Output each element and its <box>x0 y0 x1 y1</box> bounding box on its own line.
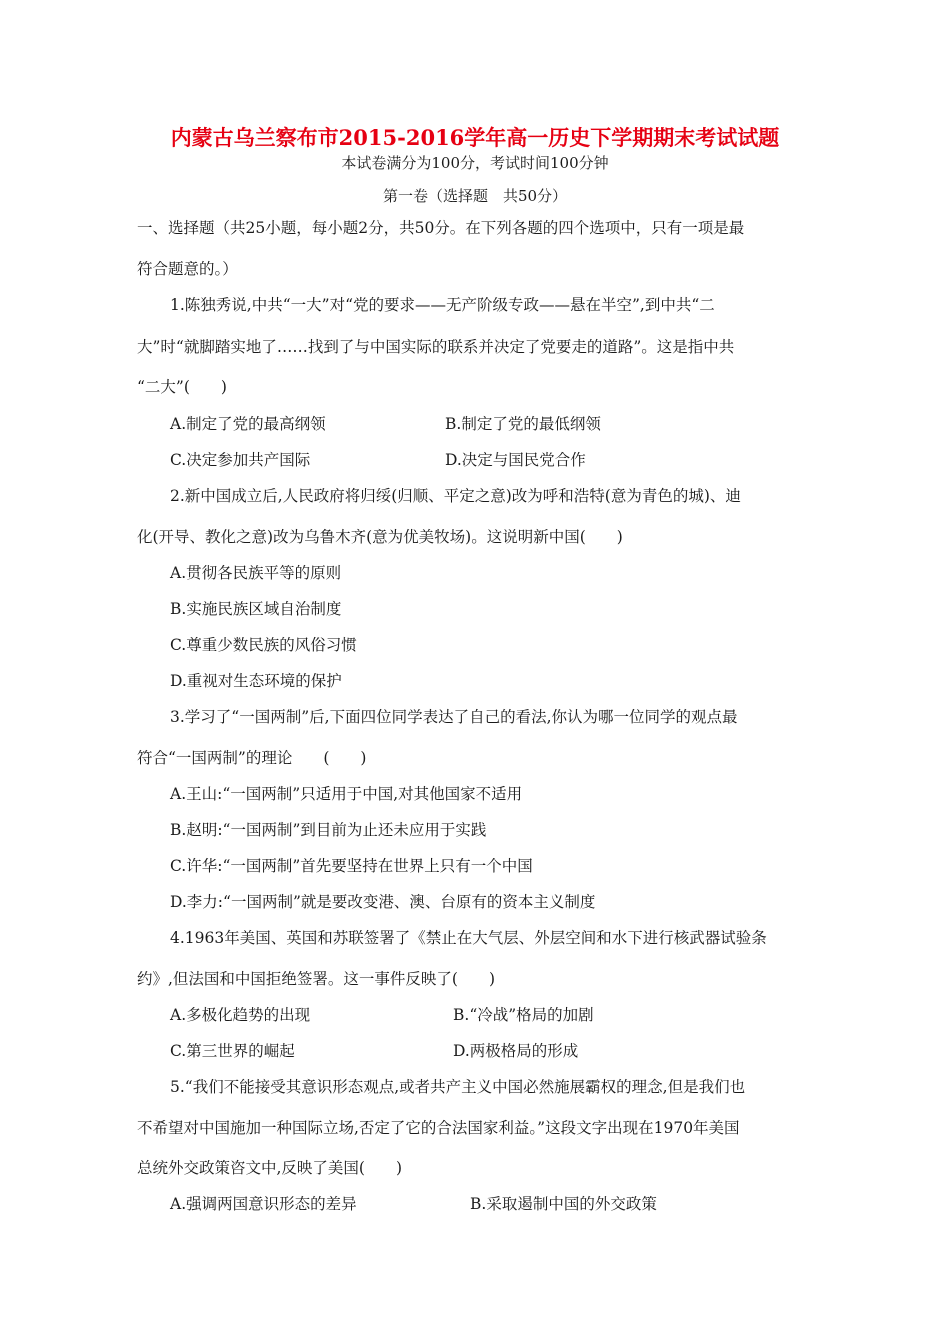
question-1-stem: “二大”( ) <box>137 378 227 396</box>
question-3-option-a: A.王山:“一国两制”只适用于中国,对其他国家不适用 <box>170 785 523 803</box>
question-5-stem: 总统外交政策咨文中,反映了美国( ) <box>137 1159 403 1177</box>
question-3-stem: 符合“一国两制”的理论 ( ) <box>137 749 367 767</box>
question-5-stem: 不希望对中国施加一种国际立场,否定了它的合法国家利益。”这段文字出现在1970年美国 <box>137 1119 740 1137</box>
section-heading: 第一卷（选择题 共50分） <box>382 187 568 205</box>
question-3-stem: 3.学习了“一国两制”后,下面四位同学表达了自己的看法,你认为哪一位同学的观点最 <box>170 708 738 726</box>
question-3-option-d: D.李力:“一国两制”就是要改变港、澳、台原有的资本主义制度 <box>170 893 596 911</box>
instructions-line: 一、选择题（共25小题，每小题2分，共50分。在下列各题的四个选项中，只有一项是最 <box>137 219 745 237</box>
question-4-stem: 约》,但法国和中国拒绝签署。这一事件反映了( ) <box>137 970 496 988</box>
question-1-stem: 大”时“就脚踏实地了……找到了与中国实际的联系并决定了党要走的道路”。这是指中共 <box>137 338 735 356</box>
question-5-option-a: A.强调两国意识形态的差异 <box>170 1195 357 1213</box>
question-4-option-b: B.“冷战”格局的加剧 <box>453 1006 594 1024</box>
question-2-option-b: B.实施民族区域自治制度 <box>170 600 342 618</box>
question-1-option-c: C.决定参加共产国际 <box>170 451 311 469</box>
question-3-option-c: C.许华:“一国两制”首先要坚持在世界上只有一个中国 <box>170 857 533 875</box>
question-3-option-b: B.赵明:“一国两制”到目前为止还未应用于实践 <box>170 821 487 839</box>
question-2-stem: 化(开导、教化之意)改为乌鲁木齐(意为优美牧场)。这说明新中国( ) <box>137 528 623 546</box>
instructions-line: 符合题意的。） <box>137 260 238 278</box>
question-5-option-b: B.采取遏制中国的外交政策 <box>470 1195 657 1213</box>
question-2-stem: 2.新中国成立后,人民政府将归绥(归顺、平定之意)改为呼和浩特(意为青色的城)、迪 <box>170 487 741 505</box>
exam-title: 内蒙古乌兰察布市2015-2016学年高一历史下学期期末考试试题 <box>170 125 780 150</box>
question-4-stem: 4.1963年美国、英国和苏联签署了《禁止在大气层、外层空间和水下进行核武器试验条 <box>170 929 767 947</box>
question-2-option-c: C.尊重少数民族的风俗习惯 <box>170 636 357 654</box>
question-4-option-c: C.第三世界的崛起 <box>170 1042 295 1060</box>
question-2-option-d: D.重视对生态环境的保护 <box>170 672 342 690</box>
question-2-option-a: A.贯彻各民族平等的原则 <box>170 564 342 582</box>
question-1-option-d: D.决定与国民党合作 <box>445 451 586 469</box>
question-5-stem: 5.“我们不能接受其意识形态观点,或者共产主义中国必然施展霸权的理念,但是我们也 <box>170 1078 746 1096</box>
question-1-option-a: A.制定了党的最高纲领 <box>170 415 326 433</box>
question-1-stem: 1.陈独秀说,中共“一大”对“党的要求——无产阶级专政——悬在半空”,到中共“二 <box>170 296 715 314</box>
question-4-option-a: A.多极化趋势的出现 <box>170 1006 311 1024</box>
exam-subtitle: 本试卷满分为100分，考试时间100分钟 <box>341 154 609 172</box>
question-1-option-b: B.制定了党的最低纲领 <box>445 415 601 433</box>
question-4-option-d: D.两极格局的形成 <box>453 1042 579 1060</box>
